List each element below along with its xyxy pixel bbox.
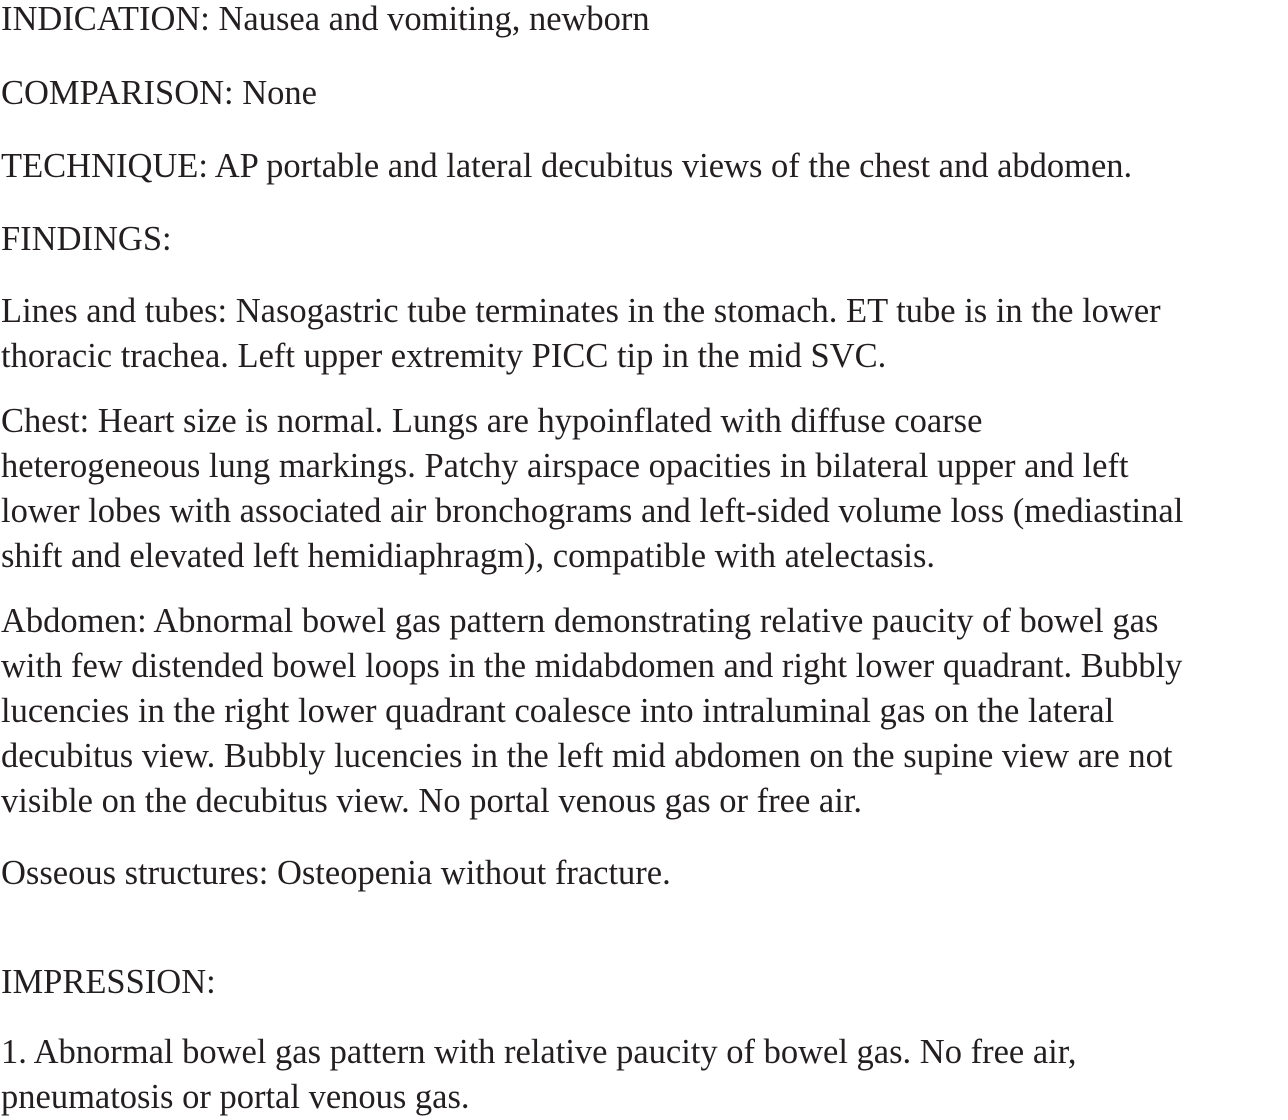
technique-text: TECHNIQUE: AP portable and lateral decubitus views of the chest and abdomen. bbox=[1, 147, 1133, 185]
findings-heading: FINDINGS: bbox=[1, 220, 172, 258]
chest-line: Chest: Heart size is normal. Lungs are hypoinflated with diffuse coarse bbox=[1, 402, 983, 440]
abdomen-line: visible on the decubitus view. No portal venous gas or free air. bbox=[1, 782, 863, 820]
comparison-text: COMPARISON: None bbox=[1, 74, 317, 112]
abdomen-line: lucencies in the right lower quadrant coalesce into intraluminal gas on the lateral bbox=[1, 692, 1115, 730]
lines-tubes-line: Lines and tubes: Nasogastric tube terminates in the stomach. ET tube is in the lower bbox=[1, 292, 1161, 330]
impression-item: pneumatosis or portal venous gas. bbox=[1, 1078, 470, 1116]
abdomen-line: with few distended bowel loops in the midabdomen and right lower quadrant. Bubbly bbox=[1, 647, 1183, 685]
lines-tubes-line: thoracic trachea. Left upper extremity PICC tip in the mid SVC. bbox=[1, 337, 887, 375]
abdomen-line: Abdomen: Abnormal bowel gas pattern demonstrating relative paucity of bowel gas bbox=[1, 602, 1159, 640]
chest-line: heterogeneous lung markings. Patchy airspace opacities in bilateral upper and left bbox=[1, 447, 1129, 485]
impression-heading: IMPRESSION: bbox=[1, 963, 216, 1001]
abdomen-line: decubitus view. Bubbly lucencies in the left mid abdomen on the supine view are not bbox=[1, 737, 1173, 775]
chest-line: shift and elevated left hemidiaphragm), compatible with atelectasis. bbox=[1, 537, 936, 575]
impression-item: 1. Abnormal bowel gas pattern with relative paucity of bowel gas. No free air, bbox=[1, 1033, 1077, 1071]
indication-text: INDICATION: Nausea and vomiting, newborn bbox=[1, 0, 650, 38]
chest-line: lower lobes with associated air bronchograms and left-sided volume loss (mediastinal bbox=[1, 492, 1184, 530]
osseous-text: Osseous structures: Osteopenia without fracture. bbox=[1, 854, 671, 892]
